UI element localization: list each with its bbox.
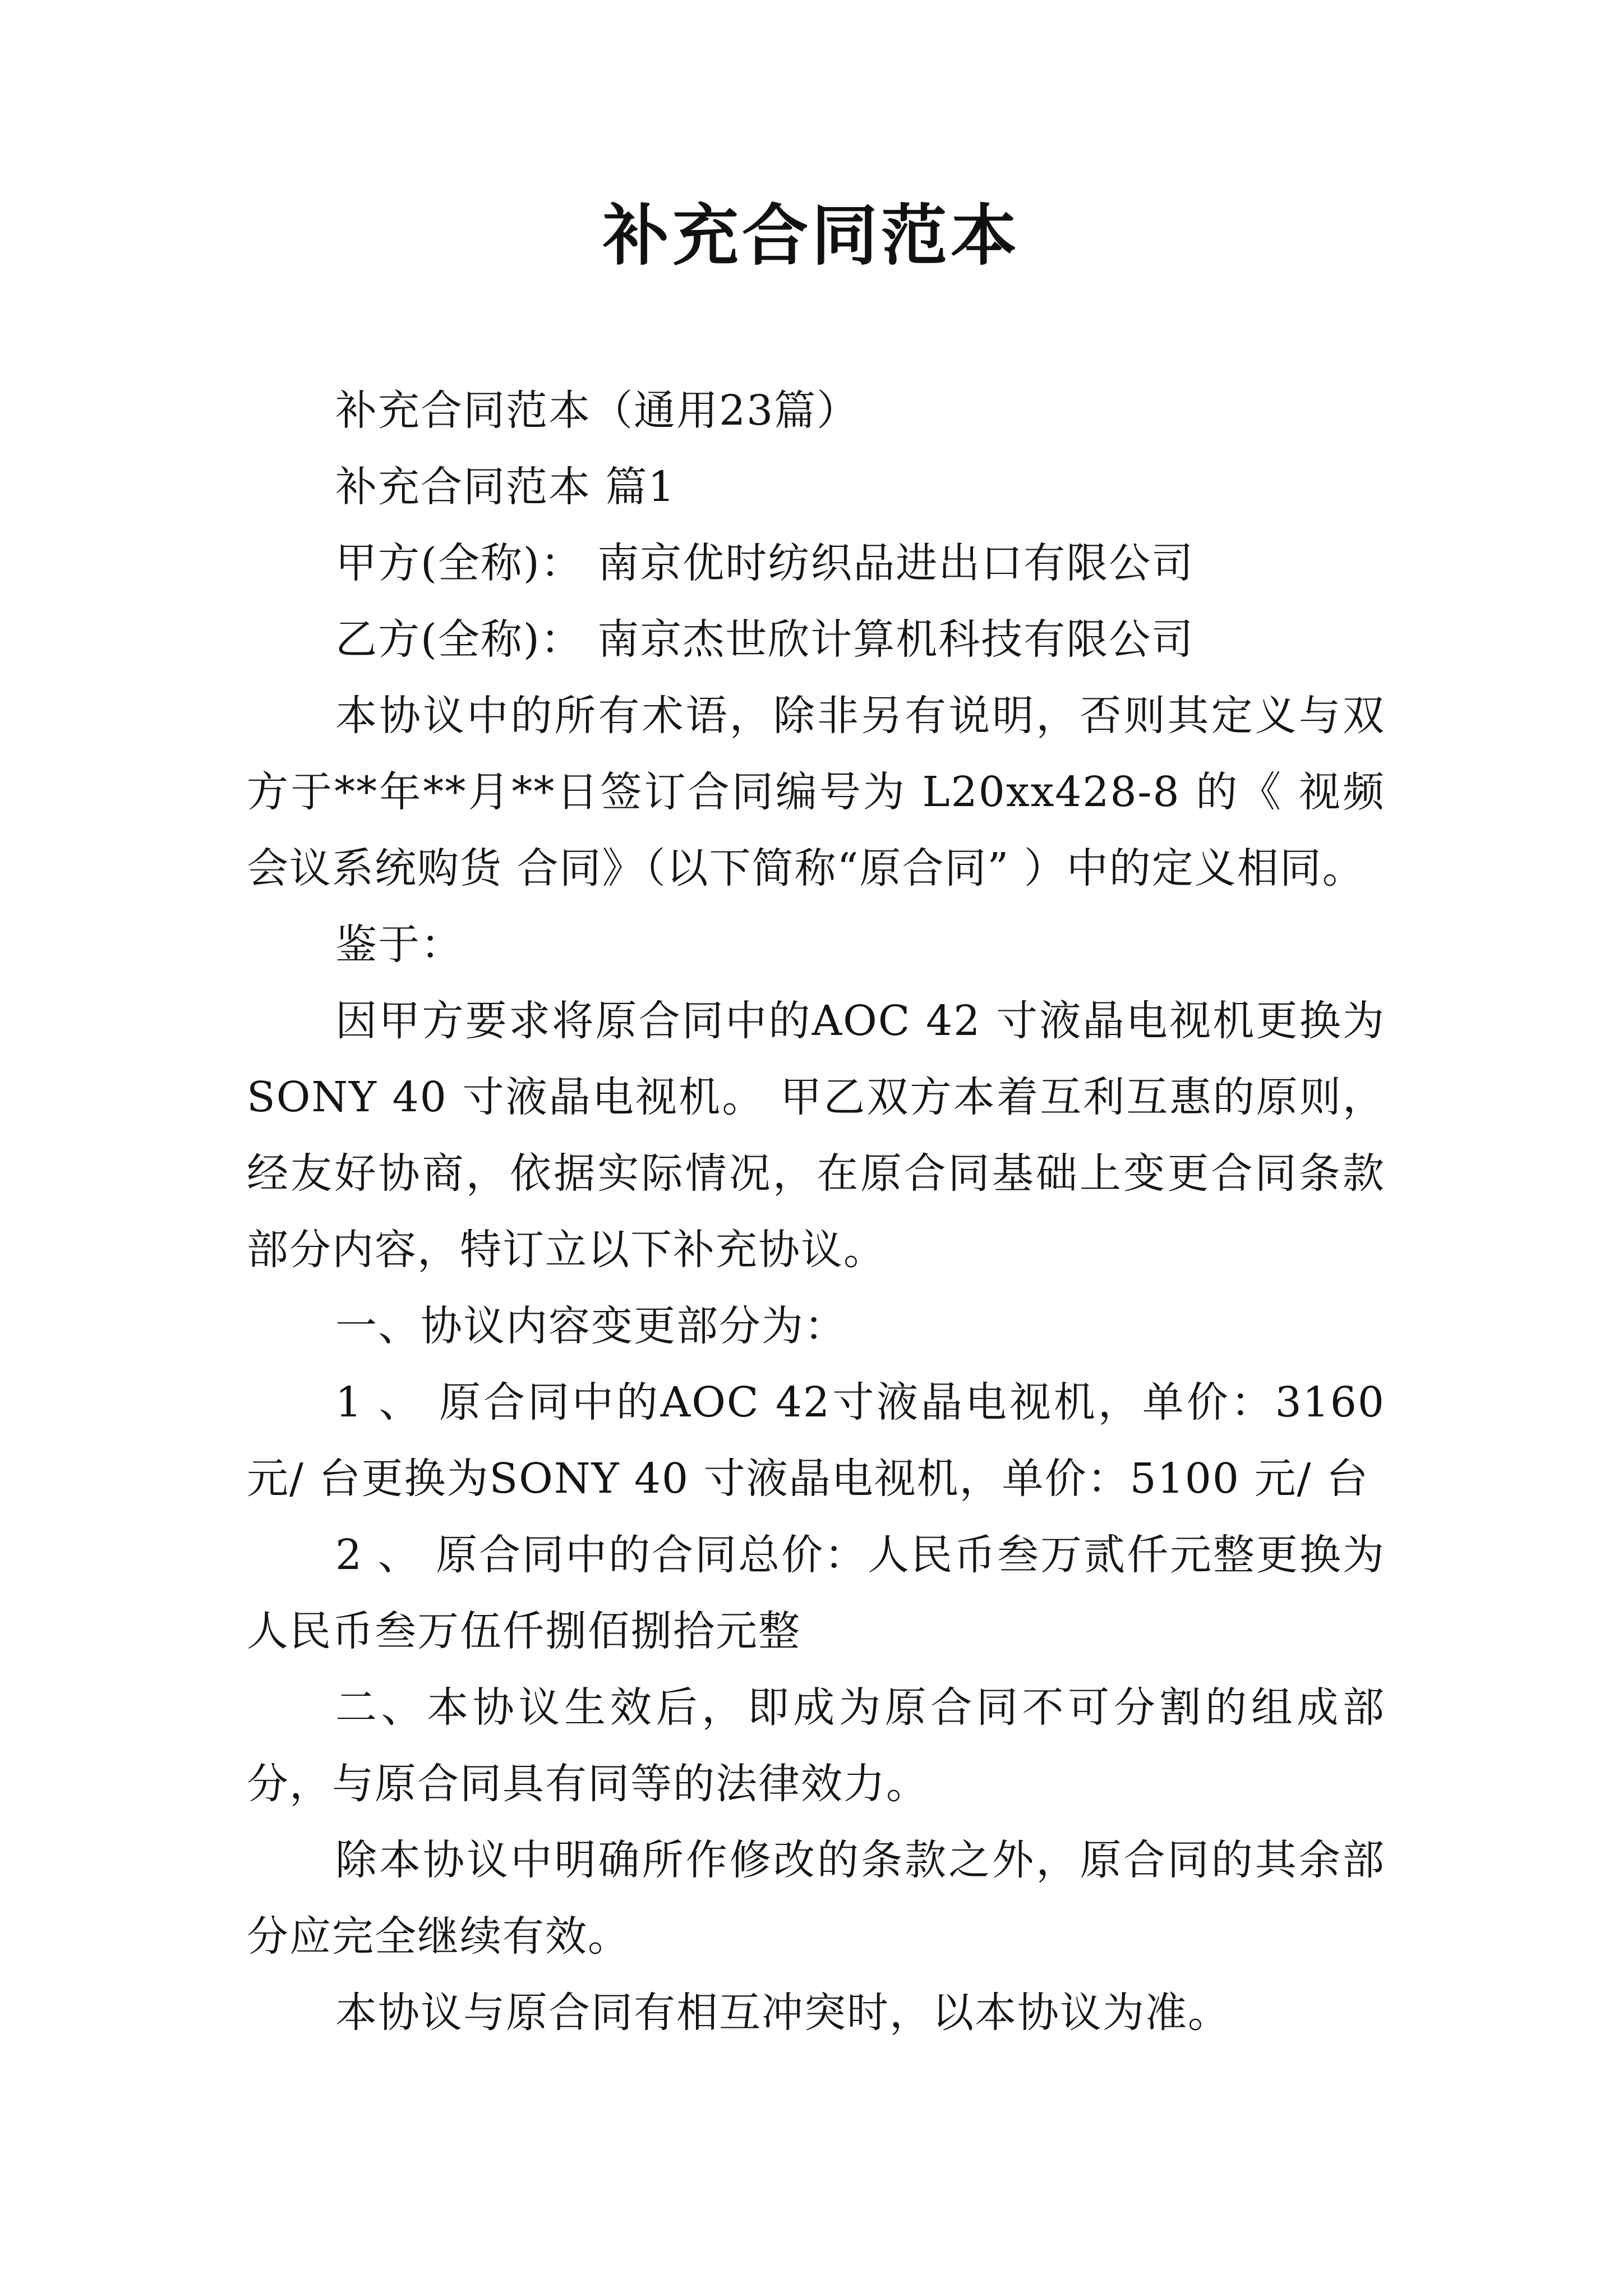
document-body — [247, 372, 1385, 2051]
clause-one-item-1: 1 、 原合同中的AOC 42寸液晶电视机，单价：3160元/ 台更换为SONY 40 寸液晶电视机，单价：5100 元/ 台 — [247, 1378, 1385, 1503]
paragraph-whereas: 鉴于： — [335, 921, 463, 969]
document-title: 补充合同范本 — [602, 196, 1020, 274]
party-a: 甲方(全称)： 南京优时纺织品进出口有限公司 — [335, 539, 1195, 587]
party-b: 乙方(全称)： 南京杰世欣计算机科技有限公司 — [335, 615, 1195, 664]
paragraph-reason: 因甲方要求将原合同中的AOC 42 寸液晶电视机更换为 SONY 40 寸液晶电视机。 甲乙双方本着互利互惠的原则，经友好协商，依据实际情况，在原合同基础上变更合同条款部分内容，特订立以下补充协议。 — [247, 997, 1385, 1274]
paragraph-definitions: 本协议中的所有术语，除非另有说明，否则其定义与双方于**年**月**日签订合同编号为 L20xx428-8 的《 视频会议系统购货 合同》（以下简称“原合同” ）中的定义相同。 — [247, 692, 1385, 892]
paragraph-section: 补充合同范本 篇1 — [335, 463, 676, 511]
clause-one-heading: 一、协议内容变更部分为： — [335, 1302, 847, 1350]
paragraph-remaining-terms: 除本协议中明确所作修改的条款之外，原合同的其余部分应完全继续有效。 — [247, 1836, 1385, 1961]
paragraph-heading: 补充合同范本（通用23篇） — [335, 386, 860, 435]
clause-two: 二、本协议生效后，即成为原合同不可分割的组成部分，与原合同具有同等的法律效力。 — [247, 1683, 1385, 1808]
paragraph-precedence: 本协议与原合同有相互冲突时，以本协议为准。 — [335, 1989, 1230, 2037]
clause-one-item-2: 2 、 原合同中的合同总价：人民币叁万贰仟元整更换为人民币叁万伍仟捌佰捌拾元整 — [247, 1531, 1385, 1655]
